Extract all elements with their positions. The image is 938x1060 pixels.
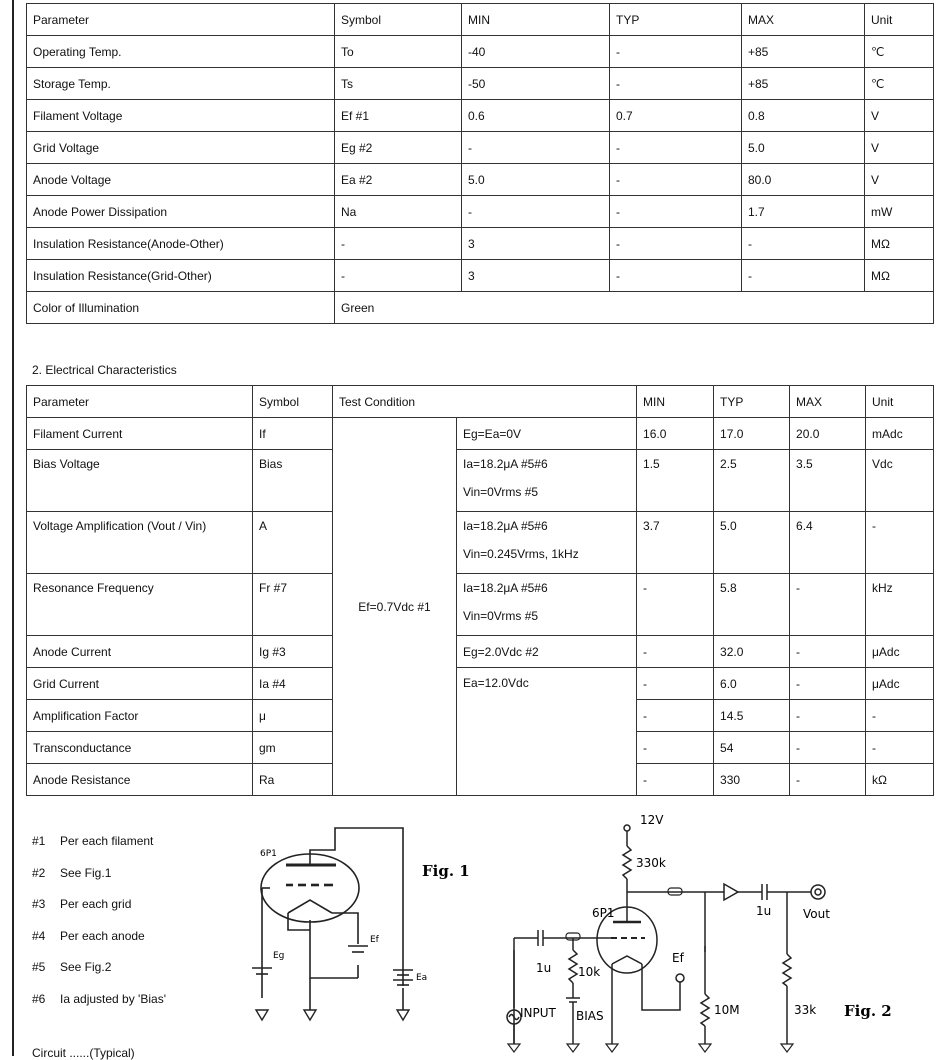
- symbol-cell: gm: [253, 732, 333, 764]
- header-cell: Test Condition: [333, 386, 637, 418]
- condition-line: Vin=0Vrms #5: [463, 609, 539, 623]
- condition-line: Ia=18.2μA #5#6: [463, 457, 548, 471]
- table-cell: -: [610, 36, 742, 68]
- symbol-cell: Fr #7: [253, 574, 333, 636]
- typ-cell: 54: [714, 732, 790, 764]
- min-cell: -: [637, 574, 714, 636]
- table-cell: -: [335, 260, 462, 292]
- param-cell: Bias Voltage: [27, 450, 253, 512]
- table-cell: Storage Temp.: [27, 68, 335, 100]
- fig2-input-cap-label: 1u: [536, 961, 552, 975]
- table-cell: MΩ: [865, 228, 934, 260]
- table-cell: To: [335, 36, 462, 68]
- max-cell: 6.4: [790, 512, 866, 574]
- footnote-text: Per each grid: [60, 897, 132, 911]
- min-cell: 16.0: [637, 418, 714, 450]
- table-cell: V: [865, 132, 934, 164]
- table-cell: Ts: [335, 68, 462, 100]
- ef-condition-cell: Ef=0.7Vdc #1: [333, 418, 457, 796]
- condition-cell: Eg=2.0Vdc #2: [457, 636, 637, 668]
- condition-cell: [457, 450, 637, 512]
- table-cell: 3: [462, 228, 610, 260]
- header-cell: Unit: [865, 4, 934, 36]
- param-cell: Amplification Factor: [27, 700, 253, 732]
- table-row: [27, 636, 934, 668]
- table-cell: -: [742, 260, 865, 292]
- fig2-title: Fig. 2: [844, 1002, 892, 1020]
- footnote-text: See Fig.1: [60, 865, 112, 880]
- max-cell: -: [790, 700, 866, 732]
- fig1-tube-label: 6P1: [260, 849, 277, 859]
- table-cell: 80.0: [742, 164, 865, 196]
- header-cell: Parameter: [27, 386, 253, 418]
- condition-line: Ia=18.2μA #5#6: [463, 519, 548, 533]
- param-cell: Anode Current: [27, 636, 253, 668]
- table-cell: Insulation Resistance(Anode-Other): [27, 228, 335, 260]
- symbol-cell: μ: [253, 700, 333, 732]
- table-row: [27, 668, 934, 700]
- min-cell: 3.7: [637, 512, 714, 574]
- fig2-load-resistor-label: 10M: [714, 1003, 740, 1017]
- condition-line: Ia=18.2μA #5#6: [463, 581, 548, 595]
- unit-cell: kΩ: [866, 764, 934, 796]
- table-row: [27, 196, 934, 228]
- unit-cell: μAdc: [866, 636, 934, 668]
- fig2-grid-resistor-label: 10k: [578, 965, 601, 979]
- table-cell: ℃: [865, 68, 934, 100]
- typ-cell: 5.0: [714, 512, 790, 574]
- max-cell: 20.0: [790, 418, 866, 450]
- figure-1-circuit: [240, 820, 490, 1040]
- fig1-title: Fig. 1: [422, 862, 470, 880]
- typ-cell: 14.5: [714, 700, 790, 732]
- typ-cell: 5.8: [714, 574, 790, 636]
- param-cell: Filament Current: [27, 418, 253, 450]
- min-cell: -: [637, 668, 714, 700]
- table-cell: V: [865, 100, 934, 132]
- footnote-number: #4: [32, 928, 46, 943]
- table-cell: -: [610, 260, 742, 292]
- unit-cell: μAdc: [866, 668, 934, 700]
- table-cell: 0.6: [462, 100, 610, 132]
- table-cell: -: [610, 196, 742, 228]
- table-cell: Anode Power Dissipation: [27, 196, 335, 228]
- footnote-item: [32, 992, 166, 1024]
- min-cell: -: [637, 732, 714, 764]
- table-cell: -: [610, 228, 742, 260]
- table-cell: -40: [462, 36, 610, 68]
- unit-cell: -: [866, 732, 934, 764]
- footnote-number: #1: [32, 834, 46, 848]
- symbol-cell: Ia #4: [253, 668, 333, 700]
- footnote-item: [32, 897, 166, 929]
- header-cell: MIN: [637, 386, 714, 418]
- param-cell: Transconductance: [27, 732, 253, 764]
- table-cell: -50: [462, 68, 610, 100]
- footnote-item: [32, 929, 166, 961]
- typ-cell: 2.5: [714, 450, 790, 512]
- footnote-item: [32, 960, 166, 992]
- fig2-supply-label: 12V: [640, 813, 664, 827]
- footnote-item: [32, 866, 166, 898]
- fig1-eg-label: Eg: [273, 951, 285, 961]
- min-cell: -: [637, 764, 714, 796]
- header-cell: TYP: [714, 386, 790, 418]
- table-cell: -: [335, 228, 462, 260]
- footnote-text: Per each filament: [60, 834, 154, 848]
- table-cell: -: [610, 132, 742, 164]
- min-cell: 1.5: [637, 450, 714, 512]
- fig2-ef-label: Ef: [672, 951, 684, 965]
- condition-cell: Eg=Ea=0V: [457, 418, 637, 450]
- table-cell: -: [610, 164, 742, 196]
- table-cell: 5.0: [462, 164, 610, 196]
- table-cell: Anode Voltage: [27, 164, 335, 196]
- table-cell: Ef #1: [335, 100, 462, 132]
- electrical-characteristics-table: [26, 385, 934, 796]
- fig2-output-cap-label: 1u: [756, 904, 772, 918]
- max-cell: -: [790, 764, 866, 796]
- unit-cell: kHz: [866, 574, 934, 636]
- table-cell: -: [742, 228, 865, 260]
- table-row: [27, 512, 934, 574]
- table-cell: Operating Temp.: [27, 36, 335, 68]
- table-cell: 5.0: [742, 132, 865, 164]
- fig1-ea-label: Ea: [416, 973, 428, 983]
- footnote-text: Ia adjusted by 'Bias': [60, 991, 166, 1006]
- table-row: [27, 36, 934, 68]
- symbol-cell: Bias: [253, 450, 333, 512]
- header-cell: Unit: [866, 386, 934, 418]
- header-cell: MAX: [790, 386, 866, 418]
- max-cell: -: [790, 636, 866, 668]
- max-cell: -: [790, 668, 866, 700]
- table-row: [27, 132, 934, 164]
- table-row: [27, 164, 934, 196]
- min-cell: -: [637, 700, 714, 732]
- unit-cell: mAdc: [866, 418, 934, 450]
- symbol-cell: A: [253, 512, 333, 574]
- table-cell: -: [462, 196, 610, 228]
- table-cell: Eg #2: [335, 132, 462, 164]
- symbol-cell: Ra: [253, 764, 333, 796]
- header-cell: MAX: [742, 4, 865, 36]
- table-cell: MΩ: [865, 260, 934, 292]
- fig2-output-resistor-label: 33k: [794, 1003, 817, 1017]
- table-header-row: [27, 4, 934, 36]
- max-cell: -: [790, 574, 866, 636]
- fig2-input-label: INPUT: [520, 1006, 556, 1020]
- footnote-text: Per each anode: [60, 928, 145, 943]
- condition-line: Vin=0.245Vrms, 1kHz: [463, 547, 579, 561]
- figure-2-circuit: [500, 812, 920, 1056]
- typ-cell: 330: [714, 764, 790, 796]
- footnote-item: [32, 834, 166, 866]
- table-cell: -: [610, 68, 742, 100]
- color-value-cell: Green: [335, 292, 934, 324]
- table-cell: Grid Voltage: [27, 132, 335, 164]
- header-cell: Parameter: [27, 4, 335, 36]
- condition-cell: [457, 512, 637, 574]
- footnote-text: See Fig.2: [60, 960, 112, 974]
- table-cell: Na: [335, 196, 462, 228]
- footnote-number: #6: [32, 991, 46, 1006]
- footnote-number: #3: [32, 897, 46, 911]
- symbol-cell: If: [253, 418, 333, 450]
- fig1-ef-label: Ef: [370, 935, 379, 945]
- table-cell: -: [462, 132, 610, 164]
- param-cell: Grid Current: [27, 668, 253, 700]
- typ-cell: 32.0: [714, 636, 790, 668]
- symbol-cell: Ig #3: [253, 636, 333, 668]
- unit-cell: -: [866, 700, 934, 732]
- max-cell: -: [790, 732, 866, 764]
- table-cell: ℃: [865, 36, 934, 68]
- fig2-vout-label: Vout: [803, 907, 830, 921]
- table-cell: 1.7: [742, 196, 865, 228]
- table-row: [27, 418, 934, 450]
- header-cell: MIN: [462, 4, 610, 36]
- table-row: [27, 228, 934, 260]
- header-cell: Symbol: [253, 386, 333, 418]
- typ-cell: 6.0: [714, 668, 790, 700]
- param-cell: Voltage Amplification (Vout / Vin): [27, 512, 253, 574]
- table-row: [27, 574, 934, 636]
- table-row: [27, 292, 934, 324]
- max-cell: 3.5: [790, 450, 866, 512]
- footnote-number: #2: [32, 865, 46, 880]
- unit-cell: Vdc: [866, 450, 934, 512]
- table-cell: mW: [865, 196, 934, 228]
- typ-cell: 17.0: [714, 418, 790, 450]
- fig2-bias-label: BIAS: [576, 1009, 604, 1023]
- absolute-ratings-table: [26, 3, 934, 324]
- unit-cell: -: [866, 512, 934, 574]
- table-cell: 3: [462, 260, 610, 292]
- min-cell: -: [637, 636, 714, 668]
- table-cell: Filament Voltage: [27, 100, 335, 132]
- table-header-row: [27, 386, 934, 418]
- footnotes: [32, 834, 166, 1023]
- table-row: [27, 68, 934, 100]
- header-cell: Symbol: [335, 4, 462, 36]
- circuit-caption-cut: Circuit ......(Typical): [32, 1046, 135, 1060]
- color-label-cell: Color of Illumination: [27, 292, 335, 324]
- condition-cell: Ea=12.0Vdc: [457, 668, 637, 796]
- table-row: [27, 260, 934, 292]
- fig2-tube-label: 6P1: [592, 906, 615, 920]
- page-left-border: [12, 0, 14, 1056]
- condition-cell: [457, 574, 637, 636]
- footnote-number: #5: [32, 960, 46, 974]
- table-cell: Insulation Resistance(Grid-Other): [27, 260, 335, 292]
- condition-line: Vin=0Vrms #5: [463, 485, 539, 499]
- param-cell: Resonance Frequency: [27, 574, 253, 636]
- table-cell: 0.8: [742, 100, 865, 132]
- table-cell: Ea #2: [335, 164, 462, 196]
- table-cell: V: [865, 164, 934, 196]
- table-cell: +85: [742, 36, 865, 68]
- fig2-anode-resistor-label: 330k: [636, 856, 666, 870]
- table-row: [27, 450, 934, 512]
- table-row: [27, 100, 934, 132]
- section-2-title: 2. Electrical Characteristics: [32, 363, 177, 377]
- header-cell: TYP: [610, 4, 742, 36]
- table-cell: 0.7: [610, 100, 742, 132]
- param-cell: Anode Resistance: [27, 764, 253, 796]
- table-cell: +85: [742, 68, 865, 100]
